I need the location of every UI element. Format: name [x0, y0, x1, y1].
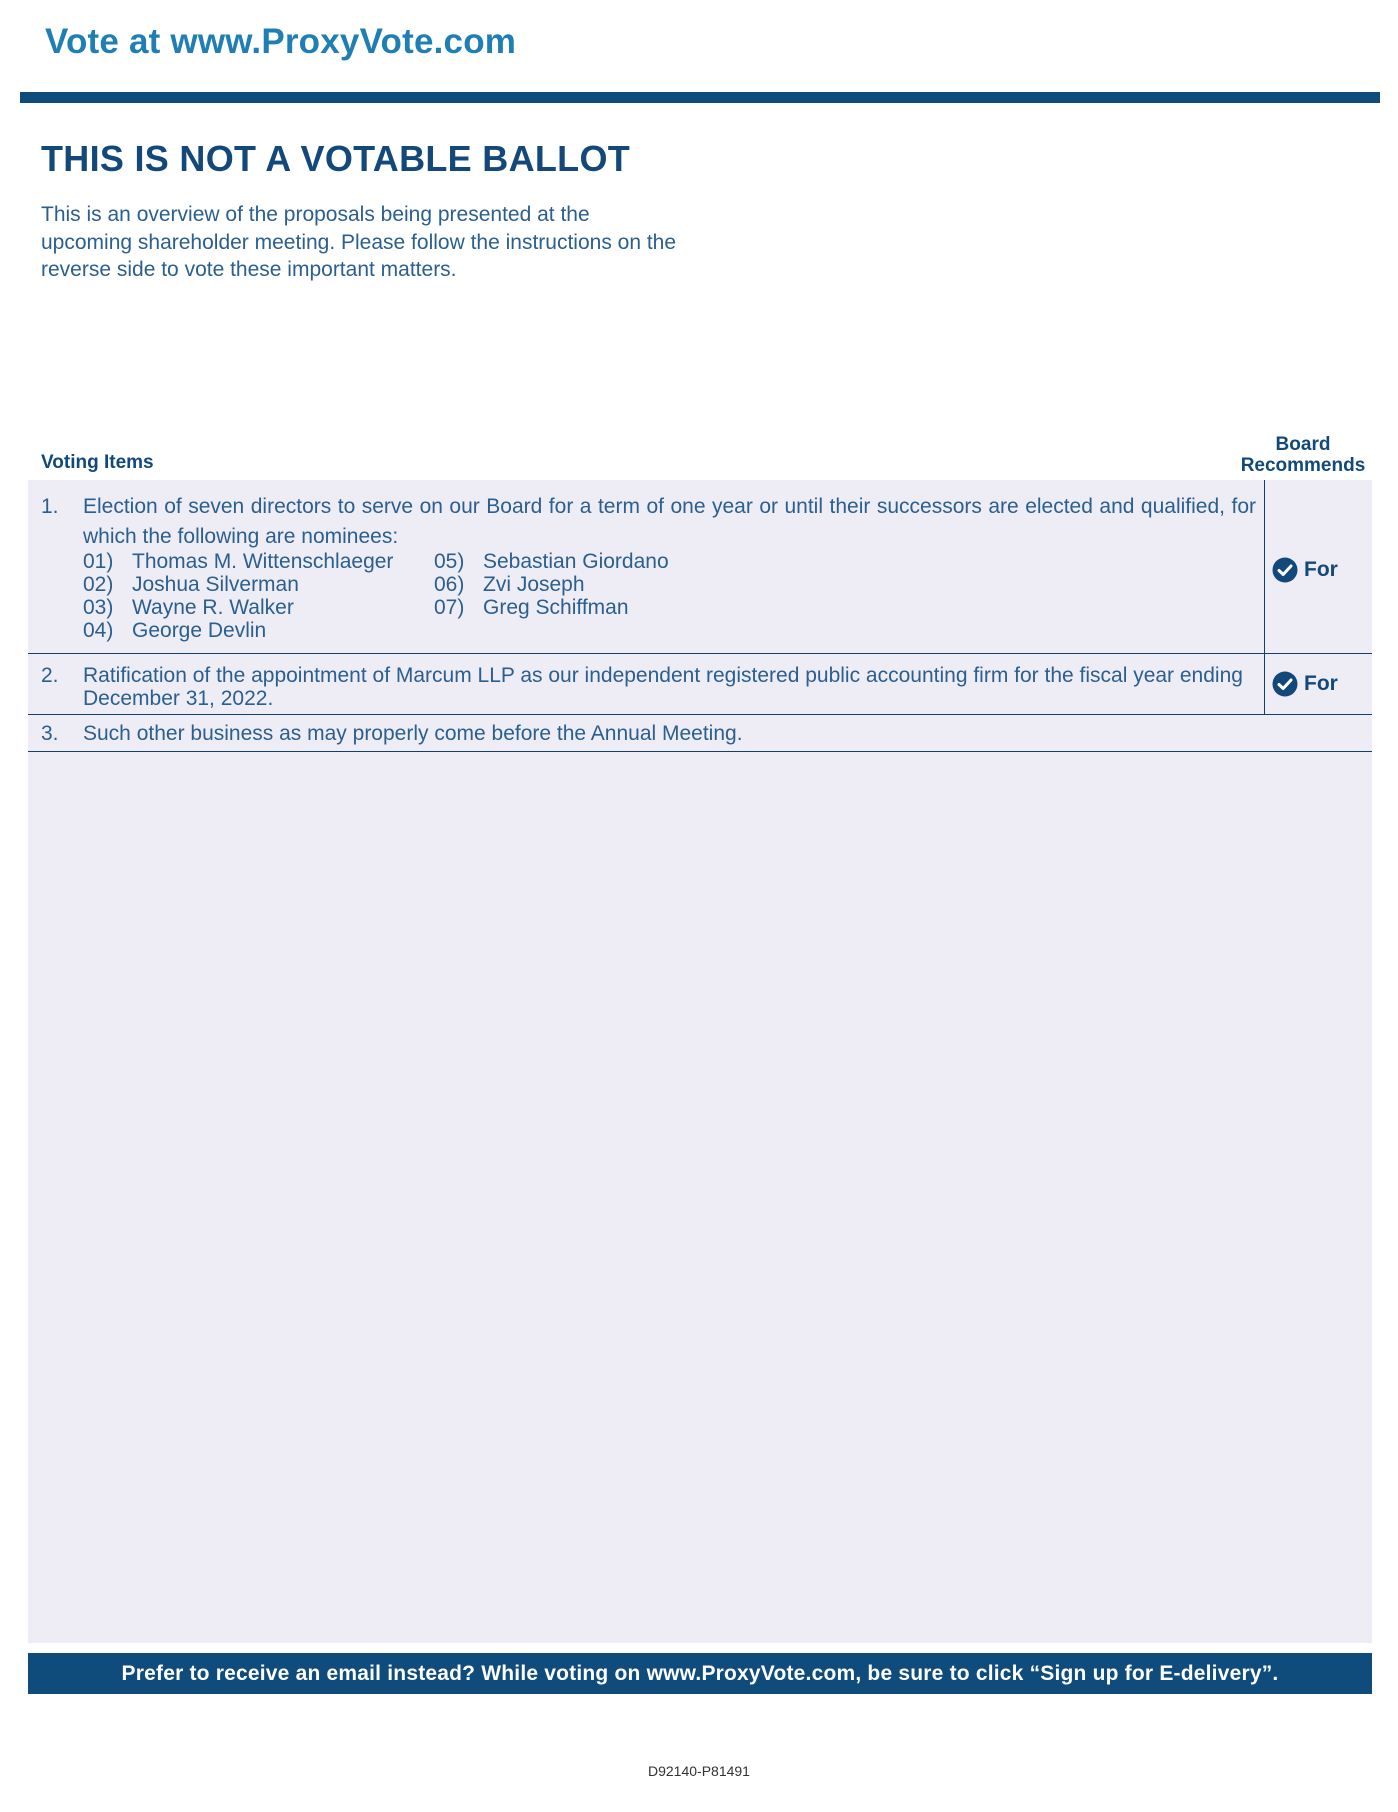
voting-items-header: Voting Items [41, 452, 154, 473]
proposal-text: Such other business as may properly come before the Annual Meeting. [83, 722, 743, 745]
proposal-number: 1. [41, 495, 59, 518]
nominee-item [83, 573, 299, 596]
nominee-item [83, 619, 266, 642]
proposal-row-1 [28, 480, 1372, 654]
recommendation-divider [1264, 654, 1265, 714]
nominee-item [434, 573, 585, 596]
nominee-item [434, 596, 629, 619]
edelivery-text: Prefer to receive an email instead? While voting on www.ProxyVote.com, be sure to click “Sign up for E-delivery”. [121, 1661, 1279, 1685]
check-circle-icon [1272, 671, 1298, 697]
board-recommends-line1: Board [1275, 434, 1331, 455]
nominee-number: 01) [83, 550, 114, 573]
proposal-text: Ratification of the appointment of Marcum LLP as our independent registered public accounting firm for the fiscal year ending December 31, 2022. [83, 664, 1243, 710]
nominee-name: Thomas M. Wittenschlaeger [132, 550, 394, 573]
check-circle-icon [1272, 557, 1298, 583]
nominee-name: Greg Schiffman [483, 596, 629, 619]
proposal-row-2 [28, 654, 1372, 715]
nominee-number: 03) [83, 596, 114, 619]
recommendation-label: For [1304, 558, 1338, 581]
vote-url-header: Vote at www.ProxyVote.com [45, 22, 517, 61]
board-recommendation [1272, 557, 1338, 583]
nominee-number: 04) [83, 619, 114, 642]
nominee-item [83, 550, 393, 573]
recommendation-label: For [1304, 672, 1338, 695]
proposal-text: Election of seven directors to serve on our Board for a term of one year or until their successors are elected and qualified, for which the following are nominees: [83, 495, 1256, 548]
nominee-name: George Devlin [132, 619, 267, 642]
nominee-number: 07) [434, 596, 465, 619]
control-code: D92140-P81491 [648, 1763, 750, 1779]
ballot-title: THIS IS NOT A VOTABLE BALLOT [41, 138, 631, 179]
nominee-number: 05) [434, 550, 465, 573]
nominee-number: 06) [434, 573, 465, 596]
nominee-number: 02) [83, 573, 114, 596]
nominee-item [83, 596, 294, 619]
nominee-name: Joshua Silverman [132, 573, 299, 596]
board-recommendation [1272, 671, 1338, 697]
nominee-name: Zvi Joseph [483, 573, 585, 596]
nominee-name: Sebastian Giordano [483, 550, 669, 573]
proposal-row-3 [28, 715, 1372, 752]
nominee-item [434, 550, 669, 573]
recommendation-divider [1264, 480, 1265, 653]
proposal-number: 2. [41, 664, 59, 687]
nominee-name: Wayne R. Walker [132, 596, 294, 619]
proposal-number: 3. [41, 722, 59, 745]
intro-text: This is an overview of the proposals being presented at the upcoming shareholder meeting. Please follow the instructions on the reverse side to vote these important matters. [41, 203, 677, 281]
board-recommends-header [1233, 434, 1373, 476]
board-recommends-line2: Recommends [1240, 455, 1366, 476]
edelivery-banner [28, 1653, 1372, 1694]
header-rule [20, 92, 1380, 103]
